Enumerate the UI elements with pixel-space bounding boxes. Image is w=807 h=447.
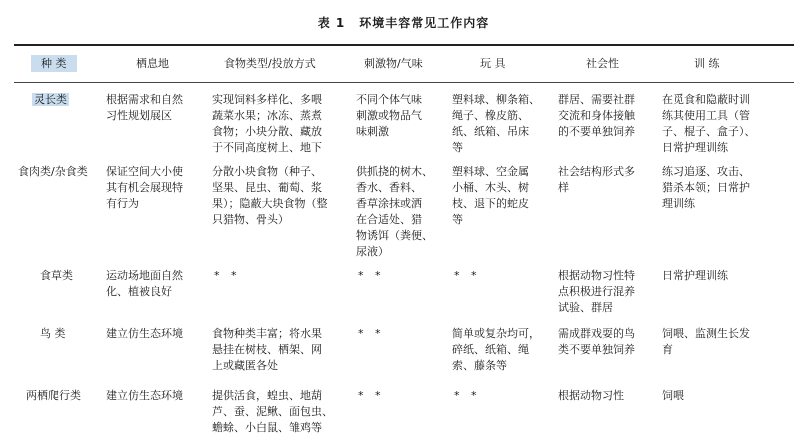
row-amphibian-habitat (106, 388, 183, 404)
row-carnivore-social (558, 164, 635, 196)
text-line: 不同个体气味 (356, 93, 422, 106)
header-kind-label: 种 类 (31, 55, 77, 72)
row-carnivore-stimulus (356, 164, 433, 260)
text-line: 点积极进行混养 (558, 285, 635, 298)
header-food: 食物类型/投放方式 (224, 57, 316, 70)
text-line: 简单或复杂均可， (452, 327, 540, 340)
text-line: 理训练 (662, 197, 695, 210)
header-habitat: 栖息地 (136, 57, 169, 70)
text-line: 群居、需要社群 (558, 93, 635, 106)
row-amphibian-social (558, 388, 624, 404)
text-line: 香草涂抹或洒 (356, 197, 422, 210)
row-amphibian-stimulus: * * (358, 389, 385, 402)
row-amphibian-toys: * * (454, 389, 481, 402)
row-herbivore-training (662, 268, 728, 284)
text-line: 等 (452, 213, 463, 226)
row-amphibian-training (662, 388, 684, 404)
text-line: 物诱饵（粪便、 (356, 229, 433, 242)
text-line: 根据动物习性 (558, 389, 624, 402)
text-line: 蔬菜水果；冰冻、蒸煮 (212, 109, 322, 122)
text-line: 分散小块食物（种子、 (212, 165, 322, 178)
row-bird-habitat (106, 326, 183, 342)
header-rule (14, 82, 794, 83)
row-bird-stimulus: * * (358, 327, 385, 340)
text-line: 保证空间大小使 (106, 165, 183, 178)
row-primate-food (212, 92, 322, 156)
text-line: 有行为 (106, 197, 139, 210)
header-kind (31, 56, 77, 72)
table-title: 环境丰容常见工作内容 (359, 16, 490, 30)
text-line: 坚果、昆虫、葡萄、浆 (212, 181, 322, 194)
text-line: 实现饲料多样化、多喂 (212, 93, 322, 106)
header-social: 社会性 (586, 57, 619, 70)
row-bird-training (662, 326, 750, 358)
text-line: 蟾蜍、小白鼠、雏鸡等 (212, 421, 322, 434)
text-line: 味刺激 (356, 125, 389, 138)
text-line: 饲喂、监测生长发 (662, 327, 750, 340)
row-primate-kind (32, 92, 69, 108)
text-line: 交流和身体接触 (558, 109, 635, 122)
row-herbivore-food: * * (214, 269, 241, 282)
text-line: 育 (662, 343, 673, 356)
row-primate-stimulus (356, 92, 422, 140)
row-primate-habitat (106, 92, 183, 124)
table-number: 表 1 (317, 16, 346, 30)
text-line: 碎纸、纸箱、绳 (452, 343, 529, 356)
text-line: 食物；小块分散、藏放 (212, 125, 322, 138)
text-line: 提供活食，蝗虫、地葫 (212, 389, 322, 402)
row-amphibian-kind: 两栖爬行类 (26, 389, 81, 402)
text-line: 香水、香料、 (356, 181, 422, 194)
text-line: 类不要单独饲养 (558, 343, 635, 356)
row-herbivore-social (558, 268, 635, 316)
row-primate-toys (452, 92, 540, 156)
text-line: 塑料球、柳条箱、 (452, 93, 540, 106)
row-herbivore-habitat (106, 268, 183, 300)
row-amphibian-food (212, 388, 333, 436)
text-line: 子、棍子、盒子）、 (662, 125, 756, 138)
row-carnivore-kind: 食肉类/杂食类 (18, 165, 88, 178)
text-line: 根据需求和自然 (106, 93, 183, 106)
text-line: 社会结构形式多 (558, 165, 635, 178)
row-primate-social (558, 92, 635, 140)
text-line: 悬挂在树枝、栖架、网 (212, 343, 322, 356)
text-line: 练习追逐、攻击、 (662, 165, 750, 178)
row-carnivore-food (212, 164, 328, 228)
row-primate-training (662, 92, 756, 156)
text-line: 枝、退下的蛇皮 (452, 197, 529, 210)
text-line: 在觅食和隐蔽时训 (662, 93, 750, 106)
text-line: 化、植被良好 (106, 285, 172, 298)
text-line: 刺激或物品气 (356, 109, 422, 122)
text-line: 根据动物习性特 (558, 269, 635, 282)
text-line: 样 (558, 181, 569, 194)
row-carnivore-toys (452, 164, 529, 228)
text-line: 的不要单独饲养 (558, 125, 635, 138)
row-carnivore-training (662, 164, 750, 212)
row-primate-kind-label: 灵长类 (34, 93, 67, 106)
text-line: 上或藏匿各处 (212, 359, 278, 372)
text-line: 于不同高度树上、地下 (212, 141, 322, 154)
text-line: 试验、群居 (558, 301, 613, 314)
text-line: 建立仿生态环境 (106, 389, 183, 402)
text-line: 纸、纸箱、吊床 (452, 125, 529, 138)
table-caption (0, 14, 807, 31)
row-herbivore-toys: * * (454, 269, 481, 282)
header-toys: 玩 具 (480, 57, 506, 70)
row-bird-social (558, 326, 635, 358)
text-line: 饲喂 (662, 389, 684, 402)
text-line: 习性规划展区 (106, 109, 172, 122)
row-bird-food (212, 326, 322, 374)
row-herbivore-kind: 食草类 (40, 269, 73, 282)
text-line: 果）；隐蔽大块食物（整 (212, 197, 328, 210)
text-line: 练其使用工具（管 (662, 109, 750, 122)
row-bird-toys (452, 326, 540, 374)
header-training: 训 练 (694, 57, 720, 70)
row-herbivore-stimulus: * * (358, 269, 385, 282)
header-stimulus: 刺激物/气味 (364, 57, 423, 70)
text-line: 建立仿生态环境 (106, 327, 183, 340)
text-line: 只猎物、骨头） (212, 213, 289, 226)
text-line: 塑料球、空金属 (452, 165, 529, 178)
text-line: 运动场地面自然 (106, 269, 183, 282)
text-line: 在合适处、猎 (356, 213, 422, 226)
text-line: 其有机会展现特 (106, 181, 183, 194)
text-line: 尿液） (356, 245, 389, 258)
text-line: 芦、蚕、泥鳅、面包虫、 (212, 405, 333, 418)
text-line: 日常护理训练 (662, 141, 728, 154)
text-line: 索、藤条等 (452, 359, 507, 372)
text-line: 供抓挠的树木、 (356, 165, 433, 178)
top-rule (14, 44, 794, 46)
text-line: 食物种类丰富；将水果 (212, 327, 322, 340)
row-carnivore-habitat (106, 164, 183, 212)
text-line: 需成群戏耍的鸟 (558, 327, 635, 340)
text-line: 绳子、橡皮筋、 (452, 109, 529, 122)
text-line: 小桶、木头、树 (452, 181, 529, 194)
text-line: 猎杀本领；日常护 (662, 181, 750, 194)
row-bird-kind: 鸟 类 (40, 327, 66, 340)
text-line: 等 (452, 141, 463, 154)
text-line: 日常护理训练 (662, 269, 728, 282)
